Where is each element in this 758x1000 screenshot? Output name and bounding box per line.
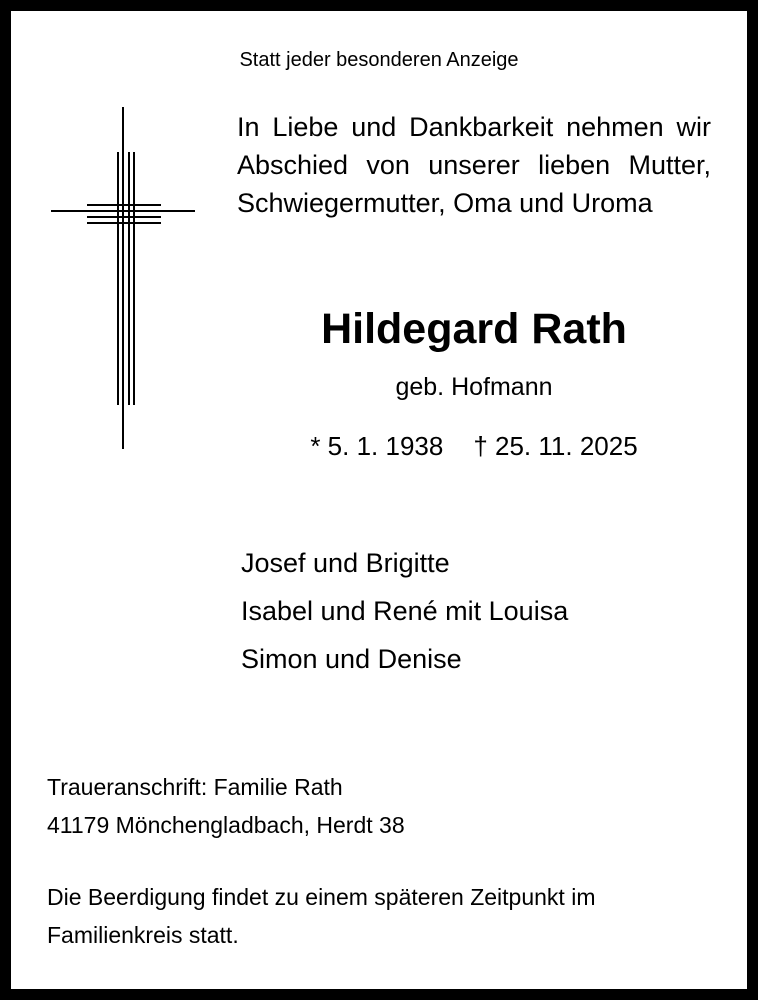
maiden-name: geb. Hofmann bbox=[395, 373, 553, 401]
address-line-1: Traueranschrift: Familie Rath bbox=[47, 774, 343, 800]
mourner-line: Josef und Brigitte bbox=[241, 548, 450, 578]
deceased-name: Hildegard Rath bbox=[321, 305, 627, 353]
mourners-list bbox=[241, 539, 568, 683]
death-date: † 25. 11. 2025 bbox=[473, 431, 638, 461]
notice-header: Statt jeder besonderen Anzeige bbox=[239, 49, 519, 71]
life-dates bbox=[237, 431, 711, 462]
birth-date: * 5. 1. 1938 bbox=[310, 431, 444, 461]
cross-icon bbox=[49, 107, 199, 449]
mourner-line: Simon und Denise bbox=[241, 644, 462, 674]
address-line-2: 41179 Mönchengladbach, Herdt 38 bbox=[47, 812, 405, 838]
intro-text: In Liebe und Dankbarkeit nehmen wir Abschied von unserer lieben Mutter, Schwiegermutter, Oma und Uroma bbox=[237, 112, 711, 218]
mourner-line: Isabel und René mit Louisa bbox=[241, 596, 569, 626]
funeral-note: Die Beerdigung findet zu einem späteren Zeitpunkt im Familienkreis statt. bbox=[47, 884, 596, 948]
mourning-address bbox=[47, 768, 405, 844]
